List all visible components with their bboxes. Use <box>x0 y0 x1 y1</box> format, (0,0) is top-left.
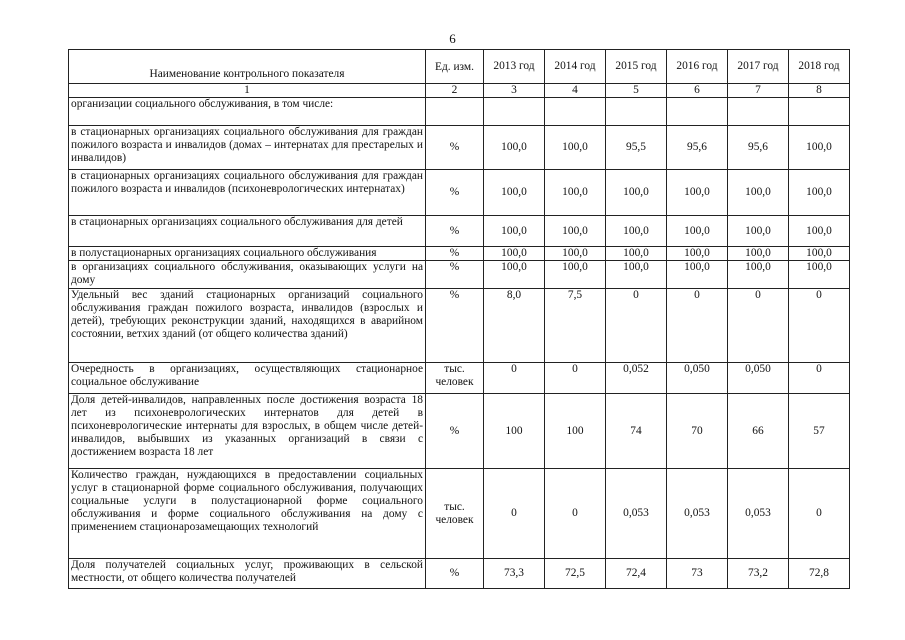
table-row <box>69 261 850 289</box>
page-number: 6 <box>449 31 456 46</box>
value-2013 <box>484 98 545 126</box>
value-2018: 0 <box>789 469 850 559</box>
indicator-unit: % <box>426 289 484 363</box>
value-2016: 70 <box>667 394 728 469</box>
value-2013: 8,0 <box>484 289 545 363</box>
value-2017: 0,050 <box>728 363 789 394</box>
value-2015: 0,052 <box>606 363 667 394</box>
value-2015: 100,0 <box>606 170 667 216</box>
value-2016: 100,0 <box>667 247 728 261</box>
header-year-2013: 2013 год <box>484 50 545 84</box>
value-2016: 0,050 <box>667 363 728 394</box>
value-2013: 0 <box>484 363 545 394</box>
value-2015 <box>606 98 667 126</box>
value-2015: 100,0 <box>606 216 667 247</box>
indicator-name: в стационарных организациях социального обслуживания для граждан пожилого возраста и инвалидов (психоневрологических интернатах) <box>69 170 426 216</box>
value-2015: 72,4 <box>606 559 667 589</box>
value-2014: 100,0 <box>545 261 606 289</box>
column-number: 7 <box>728 84 789 98</box>
column-number-row <box>69 84 850 98</box>
value-2018: 72,8 <box>789 559 850 589</box>
value-2013: 0 <box>484 469 545 559</box>
value-2015: 0,053 <box>606 469 667 559</box>
column-number: 4 <box>545 84 606 98</box>
header-year-2017: 2017 год <box>728 50 789 84</box>
indicator-unit: % <box>426 394 484 469</box>
indicators-table <box>68 49 850 589</box>
value-2017: 0,053 <box>728 469 789 559</box>
indicator-name: Доля получателей социальных услуг, проживающих в сельской местности, от общего количества получателей <box>69 559 426 589</box>
value-2013: 73,3 <box>484 559 545 589</box>
table-row <box>69 170 850 216</box>
value-2014: 100,0 <box>545 170 606 216</box>
indicator-name: Количество граждан, нуждающихся в предоставлении социальных услуг в стационарной форме социального обслуживания, получающих социальные услуги в полустационарной форме социального обслуживания и форме социального обслуживания на дому с применением стационарозамещающих технологий <box>69 469 426 559</box>
value-2015: 100,0 <box>606 261 667 289</box>
header-year-2018: 2018 год <box>789 50 850 84</box>
indicator-name: в стационарных организациях социального обслуживания для детей <box>69 216 426 247</box>
table-row <box>69 126 850 170</box>
value-2014 <box>545 98 606 126</box>
value-2018: 0 <box>789 363 850 394</box>
table-header-row <box>69 50 850 84</box>
value-2016: 100,0 <box>667 261 728 289</box>
indicator-unit: % <box>426 261 484 289</box>
value-2017: 95,6 <box>728 126 789 170</box>
column-number: 5 <box>606 84 667 98</box>
header-year-2016: 2016 год <box>667 50 728 84</box>
value-2015: 74 <box>606 394 667 469</box>
value-2015: 0 <box>606 289 667 363</box>
indicator-unit: % <box>426 216 484 247</box>
header-unit: Ед. изм. <box>426 50 484 84</box>
table-row <box>69 394 850 469</box>
column-number: 8 <box>789 84 850 98</box>
value-2017: 100,0 <box>728 261 789 289</box>
indicator-name: организации социального обслуживания, в том числе: <box>69 98 426 126</box>
value-2016: 73 <box>667 559 728 589</box>
value-2016: 95,6 <box>667 126 728 170</box>
indicator-name: в стационарных организациях социального обслуживания для граждан пожилого возраста и инвалидов (домах – интернатах для престарелых и инвалидов) <box>69 126 426 170</box>
table-row <box>69 469 850 559</box>
indicator-unit: % <box>426 559 484 589</box>
column-number: 3 <box>484 84 545 98</box>
value-2017: 0 <box>728 289 789 363</box>
value-2016: 0,053 <box>667 469 728 559</box>
value-2016: 100,0 <box>667 216 728 247</box>
value-2017: 66 <box>728 394 789 469</box>
value-2017 <box>728 98 789 126</box>
indicator-unit: тыс. человек <box>426 363 484 394</box>
value-2016: 0 <box>667 289 728 363</box>
value-2013: 100,0 <box>484 216 545 247</box>
value-2014: 0 <box>545 469 606 559</box>
value-2018: 0 <box>789 289 850 363</box>
value-2018: 57 <box>789 394 850 469</box>
value-2014: 100 <box>545 394 606 469</box>
header-year-2014: 2014 год <box>545 50 606 84</box>
value-2014: 100,0 <box>545 126 606 170</box>
value-2017: 100,0 <box>728 216 789 247</box>
header-indicator-name: Наименование контрольного показателя <box>69 50 426 84</box>
indicator-unit: % <box>426 247 484 261</box>
column-number: 6 <box>667 84 728 98</box>
header-year-2015: 2015 год <box>606 50 667 84</box>
table-row <box>69 289 850 363</box>
value-2018 <box>789 98 850 126</box>
value-2017: 100,0 <box>728 170 789 216</box>
table-row <box>69 363 850 394</box>
value-2018: 100,0 <box>789 216 850 247</box>
indicator-name: Очередность в организациях, осуществляющих стационарное социальное обслуживание <box>69 363 426 394</box>
value-2018: 100,0 <box>789 261 850 289</box>
table-row <box>69 98 850 126</box>
column-number: 2 <box>426 84 484 98</box>
indicator-name: в полустационарных организациях социального обслуживания <box>69 247 426 261</box>
indicator-unit <box>426 98 484 126</box>
indicator-unit: тыс. человек <box>426 469 484 559</box>
indicator-name: Доля детей-инвалидов, направленных после достижения возраста 18 лет из психоневрологических интернатов для детей в психоневрологические интернаты для взрослых, в общем числе детей-инвалидов, выбывших из указанных организаций в связи с достижением возраста 18 лет <box>69 394 426 469</box>
value-2014: 100,0 <box>545 247 606 261</box>
indicator-name: в организациях социального обслуживания, оказывающих услуги на дому <box>69 261 426 289</box>
value-2013: 100,0 <box>484 261 545 289</box>
value-2018: 100,0 <box>789 126 850 170</box>
value-2014: 0 <box>545 363 606 394</box>
indicator-unit: % <box>426 126 484 170</box>
value-2018: 100,0 <box>789 247 850 261</box>
value-2013: 100,0 <box>484 247 545 261</box>
value-2013: 100,0 <box>484 170 545 216</box>
value-2013: 100 <box>484 394 545 469</box>
indicator-unit: % <box>426 170 484 216</box>
indicator-name: Удельный вес зданий стационарных организаций социального обслуживания граждан пожилого возраста, инвалидов (взрослых и детей), требующих реконструкции зданий, находящихся в аварийном состоянии, ветхих зданий (от общего количества зданий) <box>69 289 426 363</box>
value-2017: 100,0 <box>728 247 789 261</box>
table-row <box>69 559 850 589</box>
value-2018: 100,0 <box>789 170 850 216</box>
value-2014: 100,0 <box>545 216 606 247</box>
column-number: 1 <box>69 84 426 98</box>
table-row <box>69 247 850 261</box>
value-2014: 7,5 <box>545 289 606 363</box>
table-row <box>69 216 850 247</box>
value-2015: 95,5 <box>606 126 667 170</box>
value-2016 <box>667 98 728 126</box>
value-2014: 72,5 <box>545 559 606 589</box>
value-2013: 100,0 <box>484 126 545 170</box>
value-2015: 100,0 <box>606 247 667 261</box>
value-2016: 100,0 <box>667 170 728 216</box>
value-2017: 73,2 <box>728 559 789 589</box>
